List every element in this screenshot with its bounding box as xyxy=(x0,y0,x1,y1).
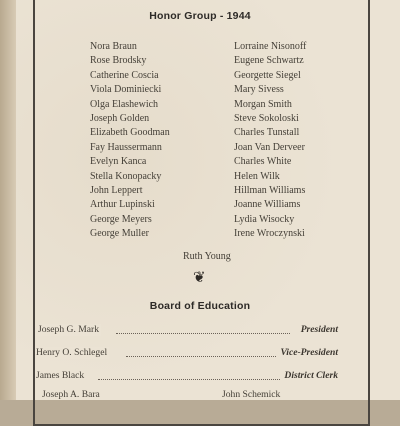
honor-name: Evelyn Kanca xyxy=(90,156,147,168)
honor-name: Mary Sivess xyxy=(234,84,284,96)
officer-title: Vice-President xyxy=(280,347,338,358)
leader-dots xyxy=(116,333,290,334)
officer-title: District Clerk xyxy=(284,370,338,381)
honor-name: Helen Wilk xyxy=(234,170,280,182)
honor-name: Stella Konopacky xyxy=(90,170,162,182)
honor-name: George Meyers xyxy=(90,213,152,225)
honor-name-final: Ruth Young xyxy=(183,251,231,262)
honor-group-title: Honor Group - 1944 xyxy=(149,10,251,22)
honor-name: John Leppert xyxy=(90,185,143,196)
officer-row xyxy=(38,324,338,336)
honor-name: Irene Wroczynski xyxy=(234,228,305,240)
officer-row xyxy=(36,347,338,359)
board-member-name: Joseph A. Bara xyxy=(42,389,100,400)
honor-name: Joanne Williams xyxy=(234,199,301,211)
decorative-ornament-icon: ❦ xyxy=(193,268,206,286)
board-title: Board of Education xyxy=(149,300,251,312)
honor-name: Charles White xyxy=(234,156,292,168)
officer-title: President xyxy=(300,324,338,335)
honor-name: Lydia Wisocky xyxy=(234,213,295,225)
page-border xyxy=(33,0,370,426)
honor-name: Joan Van Derveer xyxy=(234,141,305,153)
honor-name: Lorraine Nisonoff xyxy=(234,41,307,52)
officer-name: Joseph G. Mark xyxy=(38,324,100,335)
honor-name: Arthur Lupinski xyxy=(90,199,155,211)
board-member-name: John Schemick xyxy=(222,389,281,400)
honor-name: Georgette Siegel xyxy=(234,69,301,81)
honor-name: Olga Elashewich xyxy=(90,98,159,110)
officer-name: Henry O. Schlegel xyxy=(36,347,108,358)
officer-name: James Black xyxy=(36,370,85,381)
honor-name: Steve Sokoloski xyxy=(234,113,299,124)
page-edge xyxy=(0,0,16,400)
officer-row xyxy=(36,370,338,382)
honor-name: Viola Dominiecki xyxy=(90,84,162,96)
honor-name: Fay Haussermann xyxy=(90,141,162,153)
honor-name: Nora Braun xyxy=(90,41,137,52)
honor-name: Charles Tunstall xyxy=(234,127,300,139)
honor-name: George Muller xyxy=(90,228,149,240)
honor-name: Morgan Smith xyxy=(234,98,292,110)
leader-dots xyxy=(126,356,276,357)
honor-name: Hillman Williams xyxy=(234,185,306,196)
honor-name: Elizabeth Goodman xyxy=(90,127,170,139)
honor-name: Catherine Coscia xyxy=(90,69,159,81)
honor-name: Eugene Schwartz xyxy=(234,55,304,67)
leader-dots xyxy=(98,379,280,380)
honor-name: Joseph Golden xyxy=(90,113,150,124)
honor-name: Rose Brodsky xyxy=(90,55,147,67)
